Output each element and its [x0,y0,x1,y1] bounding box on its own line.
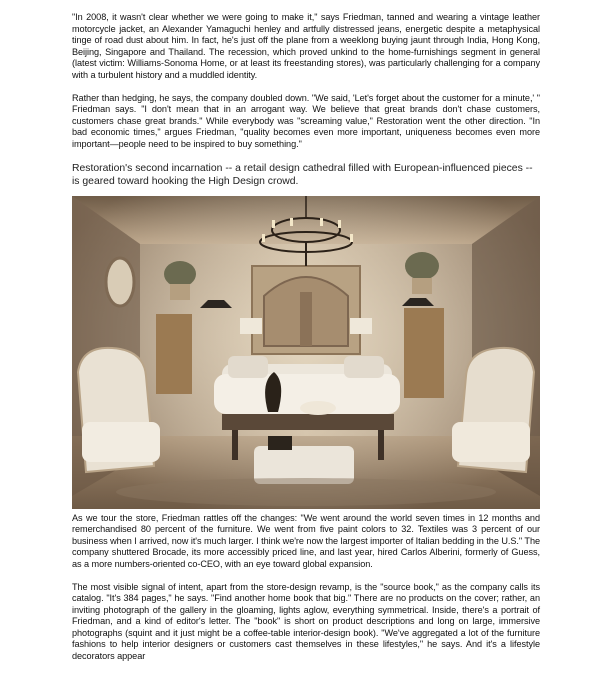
article-page [72,12,540,674]
article-paragraph: Rather than hedging, he says, the company doubled down. "We said, 'Let's forget about the customer for a minute,' " Friedman says. "I don't mean that in an arrogant way. We believe that great brands don't chase customers, customers chase great brands." While everybody was "screaming value," Restoration went the other direction. "In bad economic times," argues Friedman, "quality becomes even more important, uniqueness becomes even more important—people need to be inspired to buy something." [72,92,540,149]
photo-caption: Restoration's second incarnation -- a retail design cathedral filled with European-influenced pieces -- is geared toward hooking the High Design crowd. [72,162,533,187]
article-paragraph: "In 2008, it wasn't clear whether we were going to make it," says Friedman, tanned and wearing a vintage leather motorcycle jacket, an Alexander Yamaguchi henley and artfully distressed jeans, energetic despite a metaphysical tinge of road dust about him. In fact, he's just off the plane from a weeklong buying jaunt through India, Hong Kong, Beijing, Singapore and Thailand. The recession, which proved unkind to the home-furnishings segment in general (latest victim: Williams-Sonoma Home, or at least its freestanding stores), was particularly challenging for a company with a turbulent history and a muddled identity. [72,12,540,80]
article-paragraph: The most visible signal of intent, apart from the store-design revamp, is the "source book," as the company calls its catalog. "It's 384 pages," he says. "Find another home book that big." There are no products on the cover; rather, an inviting photograph of the gallery in the gloaming, lights aglow, everything symmetrical. Inside, there's a portrait of Friedman, and a kind of editor's letter. The "book" is short on product descriptions and long on large, immersive photographs (squint and it just might be a coffee-table interior-design book). "We've aggregated a lot of the furniture fashions to help interior designers or customers cast themselves in these lifestyles," he says. And it's a lifestyle decorators appear [72,581,540,662]
showroom-photo [72,196,540,509]
article-paragraph: As we tour the store, Friedman rattles off the changes: "We went around the world seven times in 12 months and remerchandised 80 percent of the furniture. We went from five paint colors to 32. Textiles was 3 percent of our business when I arrived, now it's much larger. I think we're now the largest importer of Italian bedding in the U.S." The company shuttered Brocade, its more accessibly priced line, and last year, hired Carlos Alberini, formerly of Guess, as a more numbers-oriented co-CEO, with an eye toward global expansion. [72,512,540,569]
